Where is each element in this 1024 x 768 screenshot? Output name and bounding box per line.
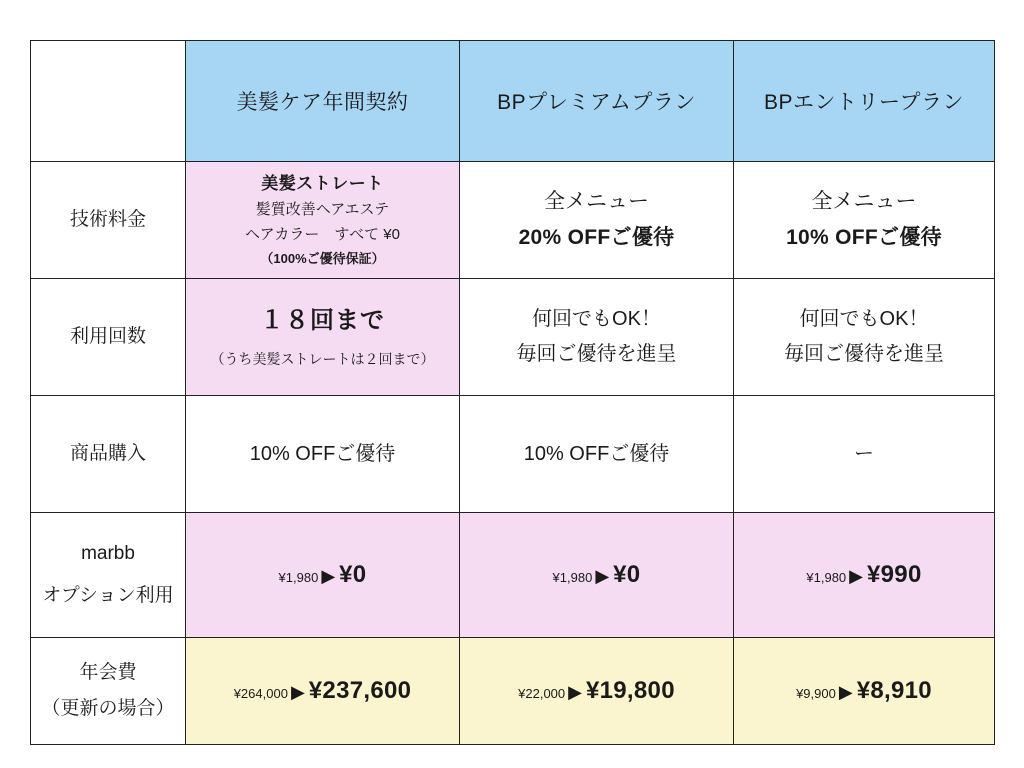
column-header-plan-1: 美髪ケア年間契約 xyxy=(186,41,460,162)
cell-line: 何回でもOK！ xyxy=(532,308,661,330)
cell-line: 全メニュー xyxy=(811,189,917,213)
cell-product-purchase-plan-1: 10% OFFご優待 xyxy=(186,396,460,513)
table-header-row xyxy=(31,41,995,162)
cell-product-purchase-plan-2: 10% OFFご優待 xyxy=(460,396,734,513)
price-compare xyxy=(518,676,675,704)
cell-marbb-option-plan-2 xyxy=(460,513,734,638)
column-header-plan-3: BPエントリープラン xyxy=(734,41,995,162)
cell-line: ヘアカラー すべて ¥0 xyxy=(245,225,400,243)
price-compare xyxy=(233,676,412,704)
price-compare xyxy=(552,560,641,588)
row-label-line: （更新の場合） xyxy=(41,698,175,719)
cell-line: 美髪ストレート xyxy=(261,173,384,193)
cell-line: 10% OFFご優待 xyxy=(786,226,942,249)
row-label-annual-fee xyxy=(31,638,186,745)
arrow-icon: ▶ xyxy=(849,565,863,586)
cell-marbb-option-plan-3 xyxy=(734,513,995,638)
price-compare xyxy=(806,560,922,588)
plan-comparison-table xyxy=(30,40,995,745)
price-new: ¥990 xyxy=(867,560,922,588)
cell-technique-fee-plan-2 xyxy=(460,162,734,279)
cell-line: 全メニュー xyxy=(544,189,649,213)
cell-technique-fee-plan-3 xyxy=(734,162,995,279)
row-label-technique-fee: 技術料金 xyxy=(31,162,186,279)
arrow-icon: ▶ xyxy=(568,681,582,702)
table-row xyxy=(31,279,995,396)
price-new: ¥0 xyxy=(339,560,367,588)
cell-line: （うち美髪ストレートは２回まで） xyxy=(210,351,435,368)
cell-usage-count-plan-2 xyxy=(460,279,734,396)
cell-annual-fee-plan-3 xyxy=(734,638,995,745)
cell-usage-count-plan-1 xyxy=(186,279,460,396)
price-old: ¥264,000 xyxy=(233,685,288,701)
table-row xyxy=(31,638,995,745)
arrow-icon: ▶ xyxy=(321,565,336,586)
price-new: ¥8,910 xyxy=(856,676,932,704)
cell-product-purchase-plan-3: ー xyxy=(734,396,995,513)
cell-usage-count-plan-3 xyxy=(734,279,995,396)
table-corner-cell xyxy=(31,41,186,162)
cell-marbb-option-plan-1 xyxy=(186,513,460,638)
cell-annual-fee-plan-2 xyxy=(460,638,734,745)
cell-line: 毎回ご優待を進呈 xyxy=(784,343,944,365)
cell-line: 20% OFFご優待 xyxy=(518,226,675,249)
cell-line: 毎回ご優待を進呈 xyxy=(516,343,677,365)
price-old: ¥9,900 xyxy=(796,685,836,701)
price-compare xyxy=(278,560,367,588)
cell-line: １８回まで xyxy=(260,307,385,335)
cell-line: （100%ご優待保証） xyxy=(260,250,385,266)
cell-line: 何回でもOK！ xyxy=(799,308,929,330)
cell-line: 髪質改善ヘアエステ xyxy=(255,201,390,219)
price-old: ¥1,980 xyxy=(278,569,319,585)
table-row xyxy=(31,396,995,513)
price-new: ¥0 xyxy=(613,560,641,588)
arrow-icon: ▶ xyxy=(838,681,853,702)
row-label-product-purchase: 商品購入 xyxy=(31,396,186,513)
price-new: ¥237,600 xyxy=(308,676,412,704)
table-row xyxy=(31,513,995,638)
cell-technique-fee-plan-1 xyxy=(186,162,460,279)
arrow-icon: ▶ xyxy=(595,565,610,586)
price-old: ¥22,000 xyxy=(518,685,566,701)
arrow-icon: ▶ xyxy=(290,681,305,702)
row-label-line: 年会費 xyxy=(79,661,137,683)
table-row xyxy=(31,162,995,279)
row-label-line: marbb xyxy=(81,542,135,564)
cell-annual-fee-plan-1 xyxy=(186,638,460,745)
price-old: ¥1,980 xyxy=(806,569,847,585)
price-old: ¥1,980 xyxy=(552,569,593,585)
row-label-usage-count: 利用回数 xyxy=(31,279,186,396)
row-label-line: オプション利用 xyxy=(42,585,174,606)
row-label-marbb-option xyxy=(31,513,186,638)
price-compare xyxy=(796,676,932,704)
column-header-plan-2: BPプレミアムプラン xyxy=(460,41,734,162)
price-new: ¥19,800 xyxy=(585,676,675,704)
